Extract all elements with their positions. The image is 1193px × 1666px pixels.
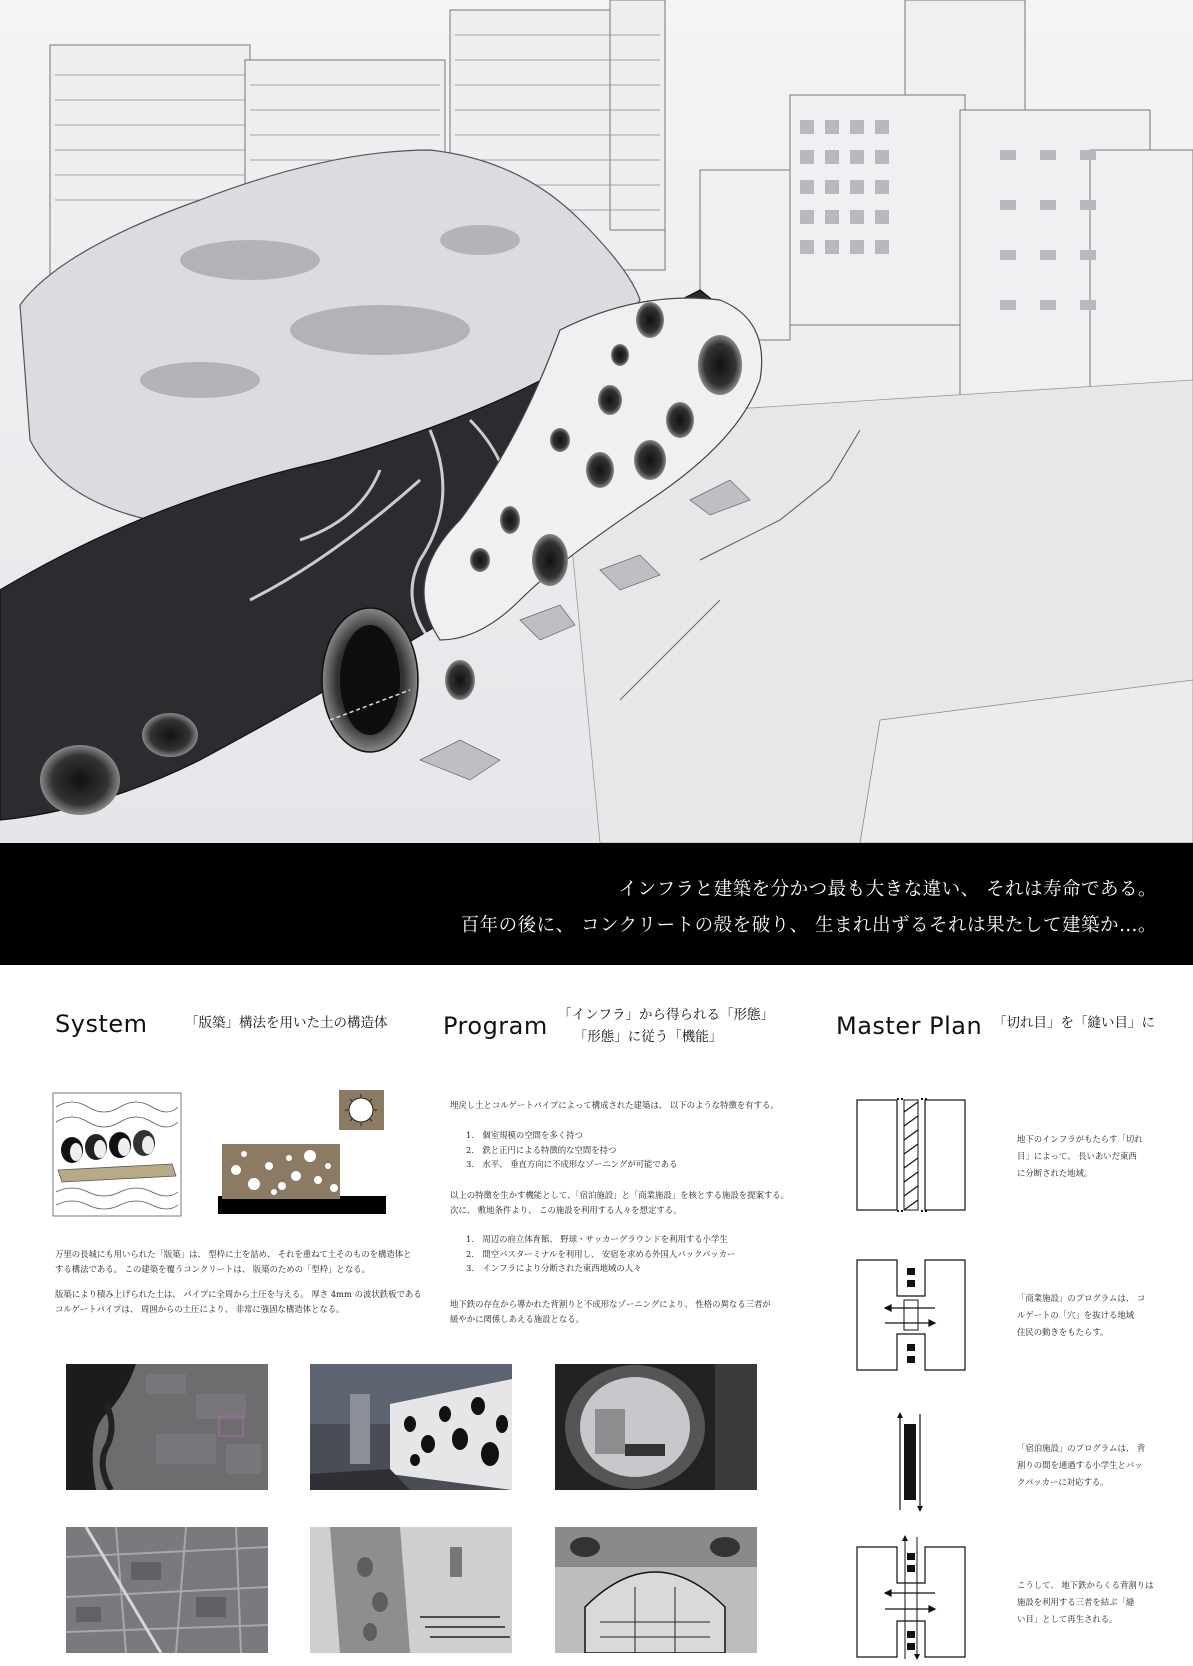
- program-features: [466, 1128, 677, 1172]
- masterplan-diagram-cut: [855, 1092, 967, 1221]
- masterplan-diagram-lodging: [895, 1412, 925, 1516]
- masterplan-note-3-line-2: 割りの間を通過する小学生とバッ: [1017, 1460, 1143, 1470]
- program-proposal: [450, 1188, 789, 1217]
- masterplan-note-3: [1017, 1440, 1145, 1491]
- program-subtitle-line-1: 「インフラ」から得られる「形態」: [558, 1007, 774, 1023]
- masterplan-note-3-line-1: 「宿泊施設」のプログラムは、 背: [1017, 1443, 1146, 1453]
- program-feature-1: 1. 個室規模の空間を多く持つ: [466, 1130, 583, 1140]
- system-para2-line-1: 版築により積み上げられた土は、 パイプに全周から土圧を与える。 厚さ 4mm の波状鉄板である: [55, 1289, 422, 1299]
- tagline-band: [0, 843, 1193, 965]
- masterplan-note-4-line-1: こうして、 地下鉄からくる背割りは: [1017, 1580, 1154, 1590]
- program-user-1: 1. 周辺の府立体育館、 野球・サッカーグラウンドを利用する小学生: [466, 1234, 728, 1244]
- program-proposal-line-2: 次に、 敷地条件より、 この施設を利用する人々を想定する。: [450, 1204, 682, 1215]
- masterplan-note-2-line-3: 住民の動きをもたらす。: [1017, 1327, 1109, 1337]
- program-feature-2: 2. 鉄と正円による特徴的な空間を持つ: [466, 1144, 617, 1155]
- program-subtitle: [558, 1004, 774, 1048]
- masterplan-diagram-commerce: [855, 1258, 967, 1377]
- masterplan-note-4: [1017, 1577, 1154, 1628]
- masterplan-note-2-line-2: ルゲートの「穴」を抜ける地域: [1017, 1310, 1135, 1320]
- aerial-photo-wide: [66, 1364, 268, 1490]
- masterplan-note-1: [1017, 1131, 1143, 1182]
- system-para1-line-1: 万里の長城にも用いられた「版築」は、 型枠に土を詰め、 それを重ねて土そのものを構造体と: [55, 1249, 412, 1259]
- program-conclusion: [450, 1297, 771, 1326]
- program-proposal-line-1: 以上の特徴を生かす機能として、「宿泊施設」と「商業施設」を核とする施設を提案する。: [450, 1190, 790, 1200]
- model-photo-1: [310, 1527, 512, 1653]
- masterplan-note-1-line-3: に分断された地域。: [1017, 1168, 1093, 1178]
- system-paragraph-2: [55, 1287, 422, 1316]
- system-subtitle: 「版築」構法を用いた土の構造体: [185, 1015, 388, 1031]
- program-feature-3: 3. 水平、 垂直方向に不成形なゾーニングが可能である: [466, 1159, 678, 1169]
- masterplan-subtitle: 「切れ目」を「縫い目」に: [993, 1015, 1155, 1031]
- masterplan-note-1-line-1: 地下のインフラがもたらす「切れ: [1017, 1134, 1143, 1144]
- program-users: [466, 1232, 735, 1276]
- masterplan-note-2-line-1: 「商業施設」のプログラムは、 コ: [1017, 1293, 1146, 1303]
- program-intro: 埋戻し土とコルゲートパイプによって構成された建築は、 以下のような特徴を有する。: [450, 1100, 779, 1110]
- masterplan-note-2: [1017, 1290, 1145, 1341]
- tagline-line-1: インフラと建築を分かつ最も大きな違い、 それは寿命である。: [618, 879, 1157, 900]
- render-interior-view: [555, 1364, 757, 1490]
- masterplan-note-4-line-3: い目」として再生される。: [1017, 1614, 1118, 1624]
- system-section-diagram: [214, 1088, 389, 1222]
- program-subtitle-line-2: 「形態」に従う「機能」: [573, 1029, 723, 1045]
- aerial-photo-close: [66, 1527, 268, 1653]
- system-para1-line-2: する構法である。 この建築を覆うコンクリートは、 版築のための「型枠」となる。: [55, 1263, 371, 1274]
- masterplan-note-1-line-2: 目」によって、 長いあいだ東西: [1017, 1151, 1137, 1161]
- model-photo-2: [555, 1527, 757, 1653]
- masterplan-title: Master Plan: [836, 1012, 983, 1040]
- render-street-view: [310, 1364, 512, 1490]
- program-conclusion-line-2: 緩やかに関係しあえる施設となる。: [450, 1313, 584, 1324]
- tagline-line-2: 百年の後に、 コンクリートの殻を破り、 生まれ出ずるそれは果たして建築か…。: [460, 915, 1157, 936]
- system-layer-diagram: [52, 1092, 182, 1221]
- program-user-2: 2. 間空バスターミナルを利用し、 安宿を求める外国人バックパッカー: [466, 1248, 736, 1259]
- masterplan-note-4-line-2: 施設を利用する三者を結ぶ「縫: [1017, 1597, 1135, 1607]
- system-paragraph-1: [55, 1247, 412, 1276]
- masterplan-note-3-line-3: クパッカーに対応する。: [1017, 1477, 1109, 1487]
- system-para2-line-2: コルゲートパイプは、 周囲からの土圧により、 非常に強固な構造体となる。: [55, 1303, 345, 1314]
- program-conclusion-line-1: 地下鉄の存在から導かれた背割りと不成形なゾーニングにより、 性格の異なる三者が: [450, 1299, 771, 1309]
- program-user-3: 3. インフラにより分断された東西地域の人々: [466, 1263, 642, 1273]
- program-title: Program: [443, 1012, 548, 1040]
- system-title: System: [55, 1010, 148, 1038]
- masterplan-diagram-seam: [855, 1535, 967, 1664]
